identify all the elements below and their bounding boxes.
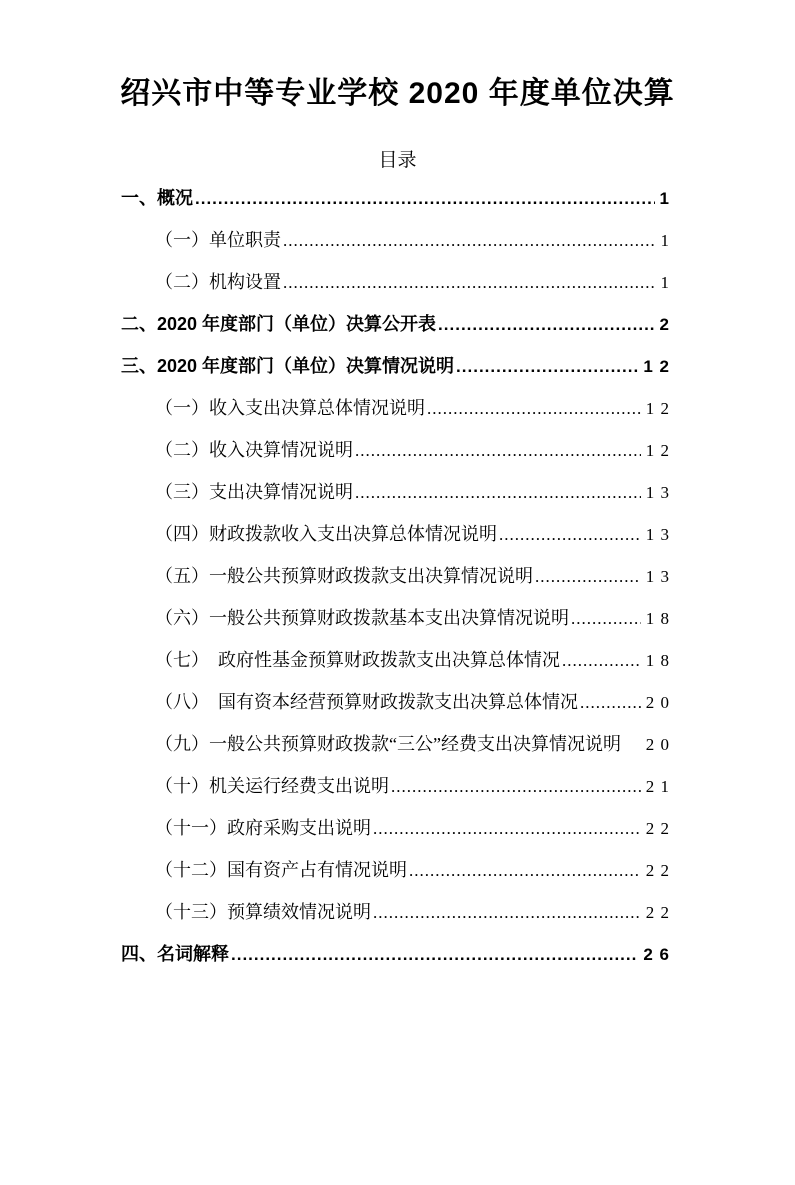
toc-entry[interactable] [121, 387, 670, 429]
toc-entry[interactable] [121, 933, 670, 975]
toc-entry[interactable] [121, 261, 670, 303]
toc-entry-page-number: 2 0 [645, 734, 670, 754]
toc-heading: 目录 [378, 150, 417, 171]
toc-entry-page-number: 2 6 [643, 944, 670, 964]
toc-entry-label: （二）收入决算情况说明 [155, 439, 353, 460]
toc-entry-label: 二、2020 年度部门（单位）决算公开表 [121, 313, 437, 334]
toc-entry-label: （十一）政府采购支出说明 [155, 817, 371, 838]
toc-entry[interactable] [121, 513, 670, 555]
toc-entry-page-number: 2 2 [645, 902, 670, 922]
toc-entry-page-number: 1 3 [645, 524, 670, 544]
toc-entry-label: 三、2020 年度部门（单位）决算情况说明 [121, 355, 455, 376]
toc-dot-leader [409, 850, 641, 892]
toc-entry-page-number: 1 3 [645, 482, 670, 502]
toc-entry[interactable] [121, 681, 670, 723]
toc-entry[interactable] [121, 345, 670, 387]
toc-dot-leader [373, 808, 641, 850]
toc-entry-page-number: 2 2 [645, 818, 670, 838]
toc-entry-label: （一）收入支出决算总体情况说明 [155, 397, 425, 418]
toc-dot-leader [499, 514, 641, 556]
toc-entry-label: 四、名词解释 [121, 943, 229, 964]
toc-entry[interactable] [121, 303, 670, 345]
toc-entry-page-number: 1 8 [645, 650, 670, 670]
toc-entry[interactable] [121, 723, 670, 765]
toc-entry-label: （八） 国有资本经营预算财政拨款支出决算总体情况 [155, 691, 578, 712]
document-title: 绍兴市中等专业学校 2020 年度单位决算 [120, 77, 675, 110]
toc-entry-label: （五）一般公共预算财政拨款支出决算情况说明 [155, 565, 533, 586]
toc-entry[interactable] [121, 177, 670, 219]
toc-entry-label: （十二）国有资产占有情况说明 [155, 859, 407, 880]
toc-entry[interactable] [121, 429, 670, 471]
toc-entry[interactable] [121, 471, 670, 513]
toc-entry-label: 一、概况 [121, 187, 193, 208]
table-of-contents [121, 177, 670, 975]
toc-dot-leader [456, 346, 638, 388]
toc-entry[interactable] [121, 639, 670, 681]
toc-entry-label: （三）支出决算情况说明 [155, 481, 353, 502]
toc-entry[interactable] [121, 555, 670, 597]
toc-entry[interactable] [121, 765, 670, 807]
toc-entry-label: （十三）预算绩效情况说明 [155, 901, 371, 922]
toc-entry[interactable] [121, 597, 670, 639]
toc-dot-leader [283, 262, 656, 304]
toc-entry[interactable] [121, 807, 670, 849]
toc-dot-leader [438, 304, 654, 346]
toc-entry-page-number: 2 1 [645, 776, 670, 796]
toc-dot-leader [535, 556, 641, 598]
toc-entry-page-number: 2 0 [645, 692, 670, 712]
toc-dot-leader [427, 388, 641, 430]
toc-entry-page-number: 2 [659, 314, 670, 334]
toc-entry-page-number: 1 [659, 188, 670, 208]
toc-dot-leader [571, 598, 641, 640]
toc-entry-page-number: 1 2 [645, 398, 670, 418]
toc-dot-leader [391, 766, 641, 808]
toc-dot-leader [283, 220, 656, 262]
toc-entry-label: （一）单位职责 [155, 229, 281, 250]
toc-dot-leader [562, 640, 641, 682]
toc-entry-page-number: 1 [660, 230, 670, 250]
toc-dot-leader [355, 472, 641, 514]
toc-entry[interactable] [121, 891, 670, 933]
toc-dot-leader [373, 892, 641, 934]
toc-dot-leader [355, 430, 641, 472]
toc-entry-label: （十）机关运行经费支出说明 [155, 775, 389, 796]
toc-dot-leader [195, 178, 655, 220]
toc-entry-page-number: 1 8 [645, 608, 670, 628]
toc-entry[interactable] [121, 219, 670, 261]
toc-entry-page-number: 1 2 [645, 440, 670, 460]
toc-entry-page-number: 1 2 [643, 356, 670, 376]
toc-entry[interactable] [121, 849, 670, 891]
toc-entry-label: （七） 政府性基金预算财政拨款支出决算总体情况 [155, 649, 560, 670]
toc-entry-label: （二）机构设置 [155, 271, 281, 292]
toc-entry-page-number: 1 [660, 272, 670, 292]
toc-entry-label: （九）一般公共预算财政拨款“三公”经费支出决算情况说明 [155, 733, 621, 754]
toc-entry-page-number: 1 3 [645, 566, 670, 586]
document-page [0, 76, 795, 1185]
toc-entry-label: （六）一般公共预算财政拨款基本支出决算情况说明 [155, 607, 569, 628]
toc-dot-leader [231, 934, 638, 976]
toc-entry-label: （四）财政拨款收入支出决算总体情况说明 [155, 523, 497, 544]
toc-dot-leader [580, 682, 641, 724]
toc-entry-page-number: 2 2 [645, 860, 670, 880]
